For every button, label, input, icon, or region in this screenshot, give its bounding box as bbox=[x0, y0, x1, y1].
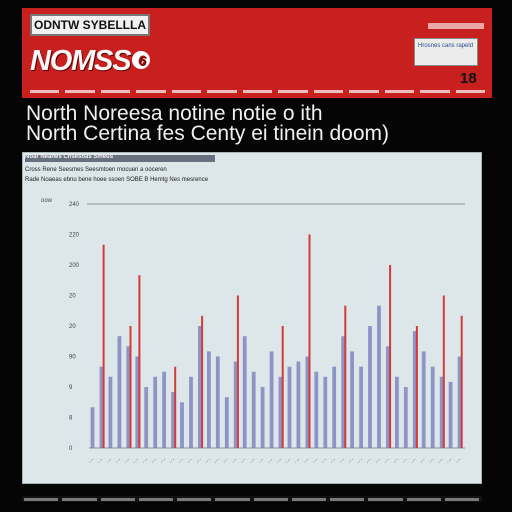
footer-link[interactable] bbox=[62, 498, 96, 501]
x-tick-label: ··· bbox=[347, 456, 356, 466]
bar-red bbox=[237, 296, 239, 449]
nav-item[interactable] bbox=[314, 90, 343, 93]
x-tick-label: ··· bbox=[436, 456, 446, 466]
nav-item[interactable] bbox=[65, 90, 94, 93]
x-tick-label: ··· bbox=[159, 456, 168, 466]
nav-item[interactable] bbox=[385, 90, 414, 93]
y-tick-label: 9 bbox=[69, 385, 73, 391]
x-tick-label: ··· bbox=[302, 456, 311, 466]
footer-link[interactable] bbox=[101, 498, 135, 501]
masthead-kicker: ODNTW SYBELLLA bbox=[30, 14, 150, 36]
y-tick-label: 8 bbox=[69, 415, 73, 422]
y-tick-label: 20 bbox=[69, 293, 76, 300]
bar-blue bbox=[350, 351, 354, 448]
x-tick-label: ··· bbox=[114, 456, 123, 466]
footer-link[interactable] bbox=[215, 498, 249, 501]
x-tick-label: ··· bbox=[141, 456, 150, 466]
promo-box[interactable] bbox=[414, 38, 478, 66]
bar-red bbox=[103, 245, 105, 448]
footer-link[interactable] bbox=[368, 498, 402, 501]
x-tick-label: ··· bbox=[221, 456, 231, 466]
nav-item[interactable] bbox=[101, 90, 130, 93]
panel-deck-line-2: Rade Noaeas ebnu bene hoee ssoen SOBE B Hemtg Nes mesrence bbox=[25, 177, 209, 183]
chart-panel bbox=[22, 152, 482, 484]
y-tick-label: 240 bbox=[69, 202, 80, 208]
footer-link[interactable] bbox=[292, 498, 326, 501]
x-tick-label: ··· bbox=[445, 456, 455, 466]
panel-deck-line-1: Cross Rene Seesmes Seesmtoen mocuen a ooceren bbox=[25, 167, 167, 173]
nav-item[interactable] bbox=[349, 90, 378, 93]
x-tick-label: ··· bbox=[168, 456, 177, 466]
bar-blue bbox=[153, 377, 157, 448]
nav-item[interactable] bbox=[207, 90, 236, 93]
bar-red bbox=[138, 275, 140, 448]
bar-blue bbox=[225, 397, 229, 448]
x-tick-label: ··· bbox=[132, 456, 141, 466]
footer-link[interactable] bbox=[139, 498, 173, 501]
bar-blue bbox=[314, 372, 318, 448]
nav-item[interactable] bbox=[172, 90, 201, 93]
x-tick-label: ··· bbox=[230, 456, 240, 466]
bar-blue bbox=[180, 402, 184, 448]
chart-corner-label: oow bbox=[41, 198, 53, 204]
x-tick-label: ··· bbox=[185, 456, 195, 466]
x-tick-label: ··· bbox=[87, 456, 96, 466]
x-tick-label: ··· bbox=[391, 456, 401, 466]
x-tick-label: ··· bbox=[150, 456, 159, 466]
bar-red bbox=[344, 306, 346, 448]
bar-blue bbox=[144, 387, 148, 448]
x-tick-label: ··· bbox=[427, 456, 437, 466]
bar-blue bbox=[368, 326, 372, 448]
chart-area bbox=[65, 198, 475, 473]
footer-links bbox=[24, 498, 479, 501]
x-tick-label: ··· bbox=[203, 456, 213, 466]
x-tick-label: ··· bbox=[365, 456, 374, 466]
bar-blue bbox=[270, 351, 274, 448]
nav-item[interactable] bbox=[456, 90, 485, 93]
bar-red bbox=[174, 367, 176, 448]
bar-blue bbox=[449, 382, 453, 448]
y-tick-label: 220 bbox=[69, 232, 80, 239]
x-tick-label: ··· bbox=[266, 456, 276, 466]
bar-blue bbox=[118, 336, 122, 448]
masthead-nav bbox=[30, 90, 485, 96]
bar-blue bbox=[422, 351, 426, 448]
bar-red bbox=[416, 326, 418, 448]
x-tick-label: ··· bbox=[123, 456, 132, 466]
issue-number: 18 bbox=[460, 70, 477, 87]
headline-line-1: North Noreesa notine notie o ith bbox=[26, 102, 323, 125]
x-tick-label: ··· bbox=[356, 456, 365, 466]
x-tick-label: ··· bbox=[239, 456, 249, 466]
bar-blue bbox=[431, 367, 435, 448]
top-link-bar[interactable] bbox=[428, 23, 484, 29]
x-tick-label: ··· bbox=[311, 456, 320, 466]
bar-blue bbox=[109, 377, 113, 448]
x-tick-label: ··· bbox=[177, 456, 186, 466]
x-tick-label: ··· bbox=[194, 456, 204, 466]
site-logo-text: NOMSS bbox=[30, 45, 131, 77]
footer-link[interactable] bbox=[407, 498, 441, 501]
logo-badge: 6 bbox=[132, 51, 150, 69]
x-tick-label: ··· bbox=[96, 456, 105, 466]
bar-blue bbox=[359, 367, 363, 448]
bar-blue bbox=[252, 372, 256, 448]
x-tick-label: ··· bbox=[373, 456, 383, 466]
x-tick-label: ··· bbox=[338, 456, 347, 466]
bar-red bbox=[389, 265, 391, 448]
bar-blue bbox=[91, 407, 95, 448]
nav-item[interactable] bbox=[136, 90, 165, 93]
footer-link[interactable] bbox=[177, 498, 211, 501]
promo-text: Hrosnes cans rapeld bbox=[418, 43, 474, 49]
masthead bbox=[22, 8, 492, 98]
y-tick-label: 200 bbox=[69, 263, 80, 269]
footer-link[interactable] bbox=[445, 498, 479, 501]
footer-link[interactable] bbox=[254, 498, 288, 501]
x-tick-label: ··· bbox=[320, 456, 329, 466]
y-tick-label: 20 bbox=[69, 324, 76, 330]
x-tick-label: ··· bbox=[382, 456, 392, 466]
bar-red bbox=[130, 326, 132, 448]
nav-item[interactable] bbox=[420, 90, 449, 93]
bar-blue bbox=[162, 372, 166, 448]
bar-blue bbox=[332, 367, 336, 448]
site-logo[interactable] bbox=[30, 42, 170, 80]
footer-link[interactable] bbox=[330, 498, 364, 501]
bar-blue bbox=[261, 387, 265, 448]
bar-blue bbox=[377, 306, 381, 448]
y-tick-label: 90 bbox=[69, 354, 76, 361]
footer-link[interactable] bbox=[24, 498, 58, 501]
nav-item[interactable] bbox=[243, 90, 272, 93]
x-tick-label: ··· bbox=[105, 456, 114, 466]
bar-blue bbox=[207, 351, 211, 448]
nav-item[interactable] bbox=[30, 90, 59, 93]
bar-blue bbox=[395, 377, 399, 448]
headline-line-2: North Certina fes Centy ei tinein doom) bbox=[26, 122, 389, 145]
x-tick-label: ··· bbox=[284, 456, 293, 466]
x-tick-label: ··· bbox=[409, 456, 419, 466]
x-tick-label: ··· bbox=[418, 456, 428, 466]
x-tick-label: ··· bbox=[257, 456, 267, 466]
bar-blue bbox=[189, 377, 193, 448]
x-tick-label: ··· bbox=[275, 456, 284, 466]
bar-red bbox=[309, 235, 311, 449]
bar-blue bbox=[243, 336, 247, 448]
bar-blue bbox=[404, 387, 408, 448]
x-tick-label: ··· bbox=[212, 456, 222, 466]
panel-title: Noar Neanes Chsesoas Smeus bbox=[25, 154, 114, 160]
x-tick-label: ··· bbox=[454, 456, 464, 466]
bar-red bbox=[461, 316, 463, 448]
bar-blue bbox=[288, 367, 292, 448]
x-tick-label: ··· bbox=[329, 456, 338, 466]
page-headline bbox=[26, 104, 496, 144]
x-tick-label: ··· bbox=[248, 456, 258, 466]
nav-item[interactable] bbox=[278, 90, 307, 93]
y-tick-label: 0 bbox=[69, 446, 73, 452]
x-tick-label: ··· bbox=[293, 456, 302, 466]
bar-blue bbox=[323, 377, 327, 448]
bar-blue bbox=[297, 362, 301, 448]
bar-red bbox=[282, 326, 284, 448]
bar-blue bbox=[216, 357, 220, 449]
chart-svg bbox=[65, 198, 475, 473]
bar-red bbox=[443, 296, 445, 449]
bar-red bbox=[201, 316, 203, 448]
x-tick-label: ··· bbox=[400, 456, 410, 466]
